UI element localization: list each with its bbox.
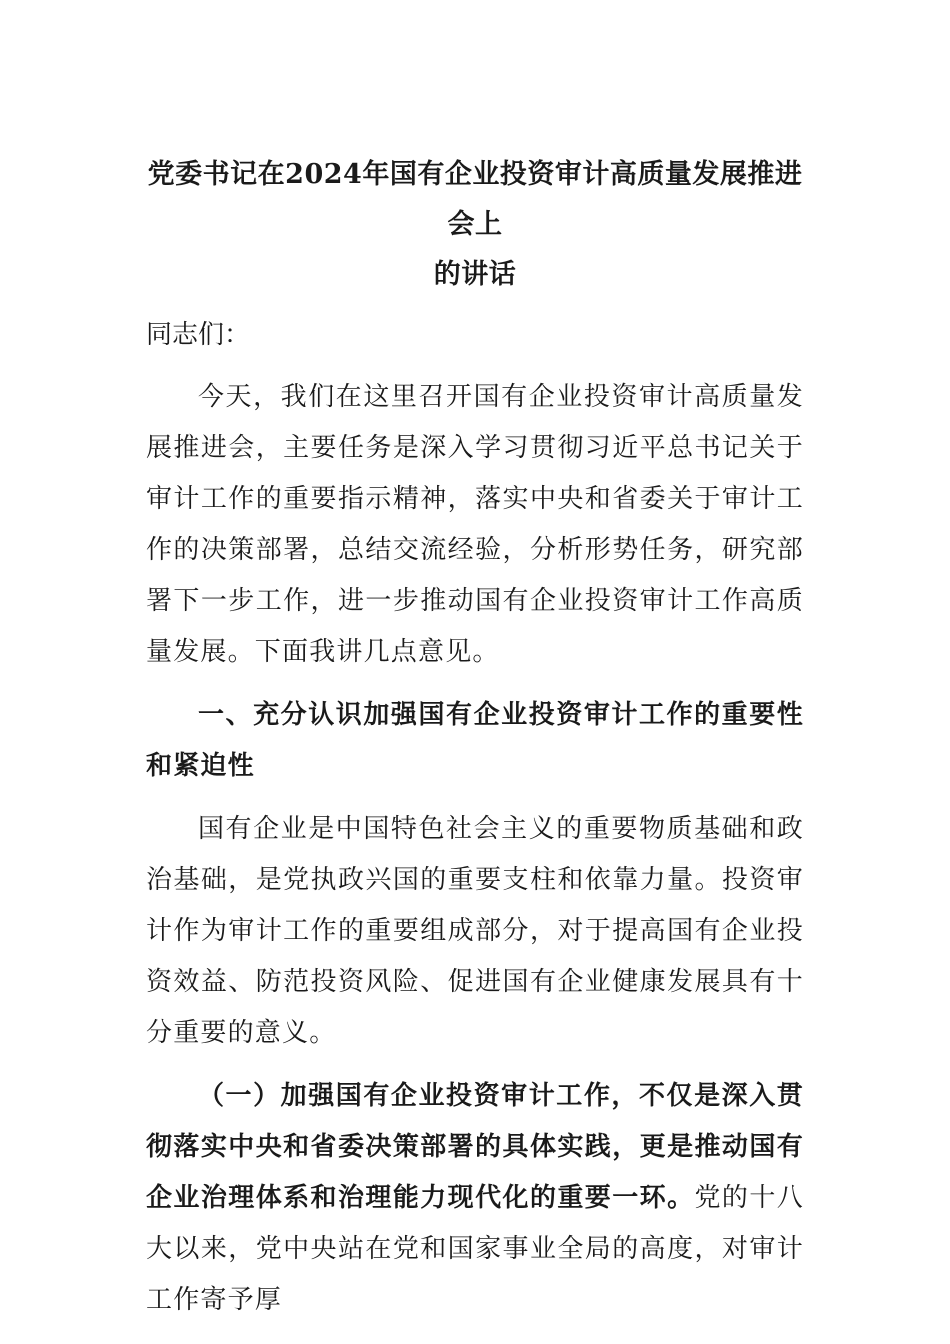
title-line-2: 的讲话	[433, 259, 517, 290]
document-title	[134, 150, 816, 300]
paragraph-subsection-1	[146, 1071, 804, 1326]
salutation: 同志们：	[146, 320, 251, 350]
title-line-1: 党委书记在2024年国有企业投资审计高质量发展推进会上	[147, 159, 803, 240]
subsection-1-bold-lead: （一）加强国有企业投资审计工作，不仅是深入贯彻落实中央和省委决策部署的具体实践，更是推动国有企业治理体系和治理能力现代化的重要一环。	[146, 1081, 804, 1213]
section-heading-1: 一、充分认识加强国有企业投资审计工作的重要性和紧迫性	[146, 700, 804, 781]
paragraph-state-enterprises: 国有企业是中国特色社会主义的重要物质基础和政治基础，是党执政兴国的重要支柱和依靠力量。投资审计作为审计工作的重要组成部分，对于提高国有企业投资效益、防范投资风险、促进国有企业健康发展具有十分重要的意义。	[146, 814, 804, 1048]
subsection-1-text: 党的十八大以来，党中央站在党和国家事业全局的高度，对审计工作寄予厚	[146, 1183, 804, 1315]
paragraph-intro: 今天，我们在这里召开国有企业投资审计高质量发展推进会，主要任务是深入学习贯彻习近平总书记关于审计工作的重要指示精神，落实中央和省委关于审计工作的决策部署，总结交流经验，分析形势任务，研究部署下一步工作，进一步推动国有企业投资审计工作高质量发展。下面我讲几点意见。	[146, 382, 804, 667]
